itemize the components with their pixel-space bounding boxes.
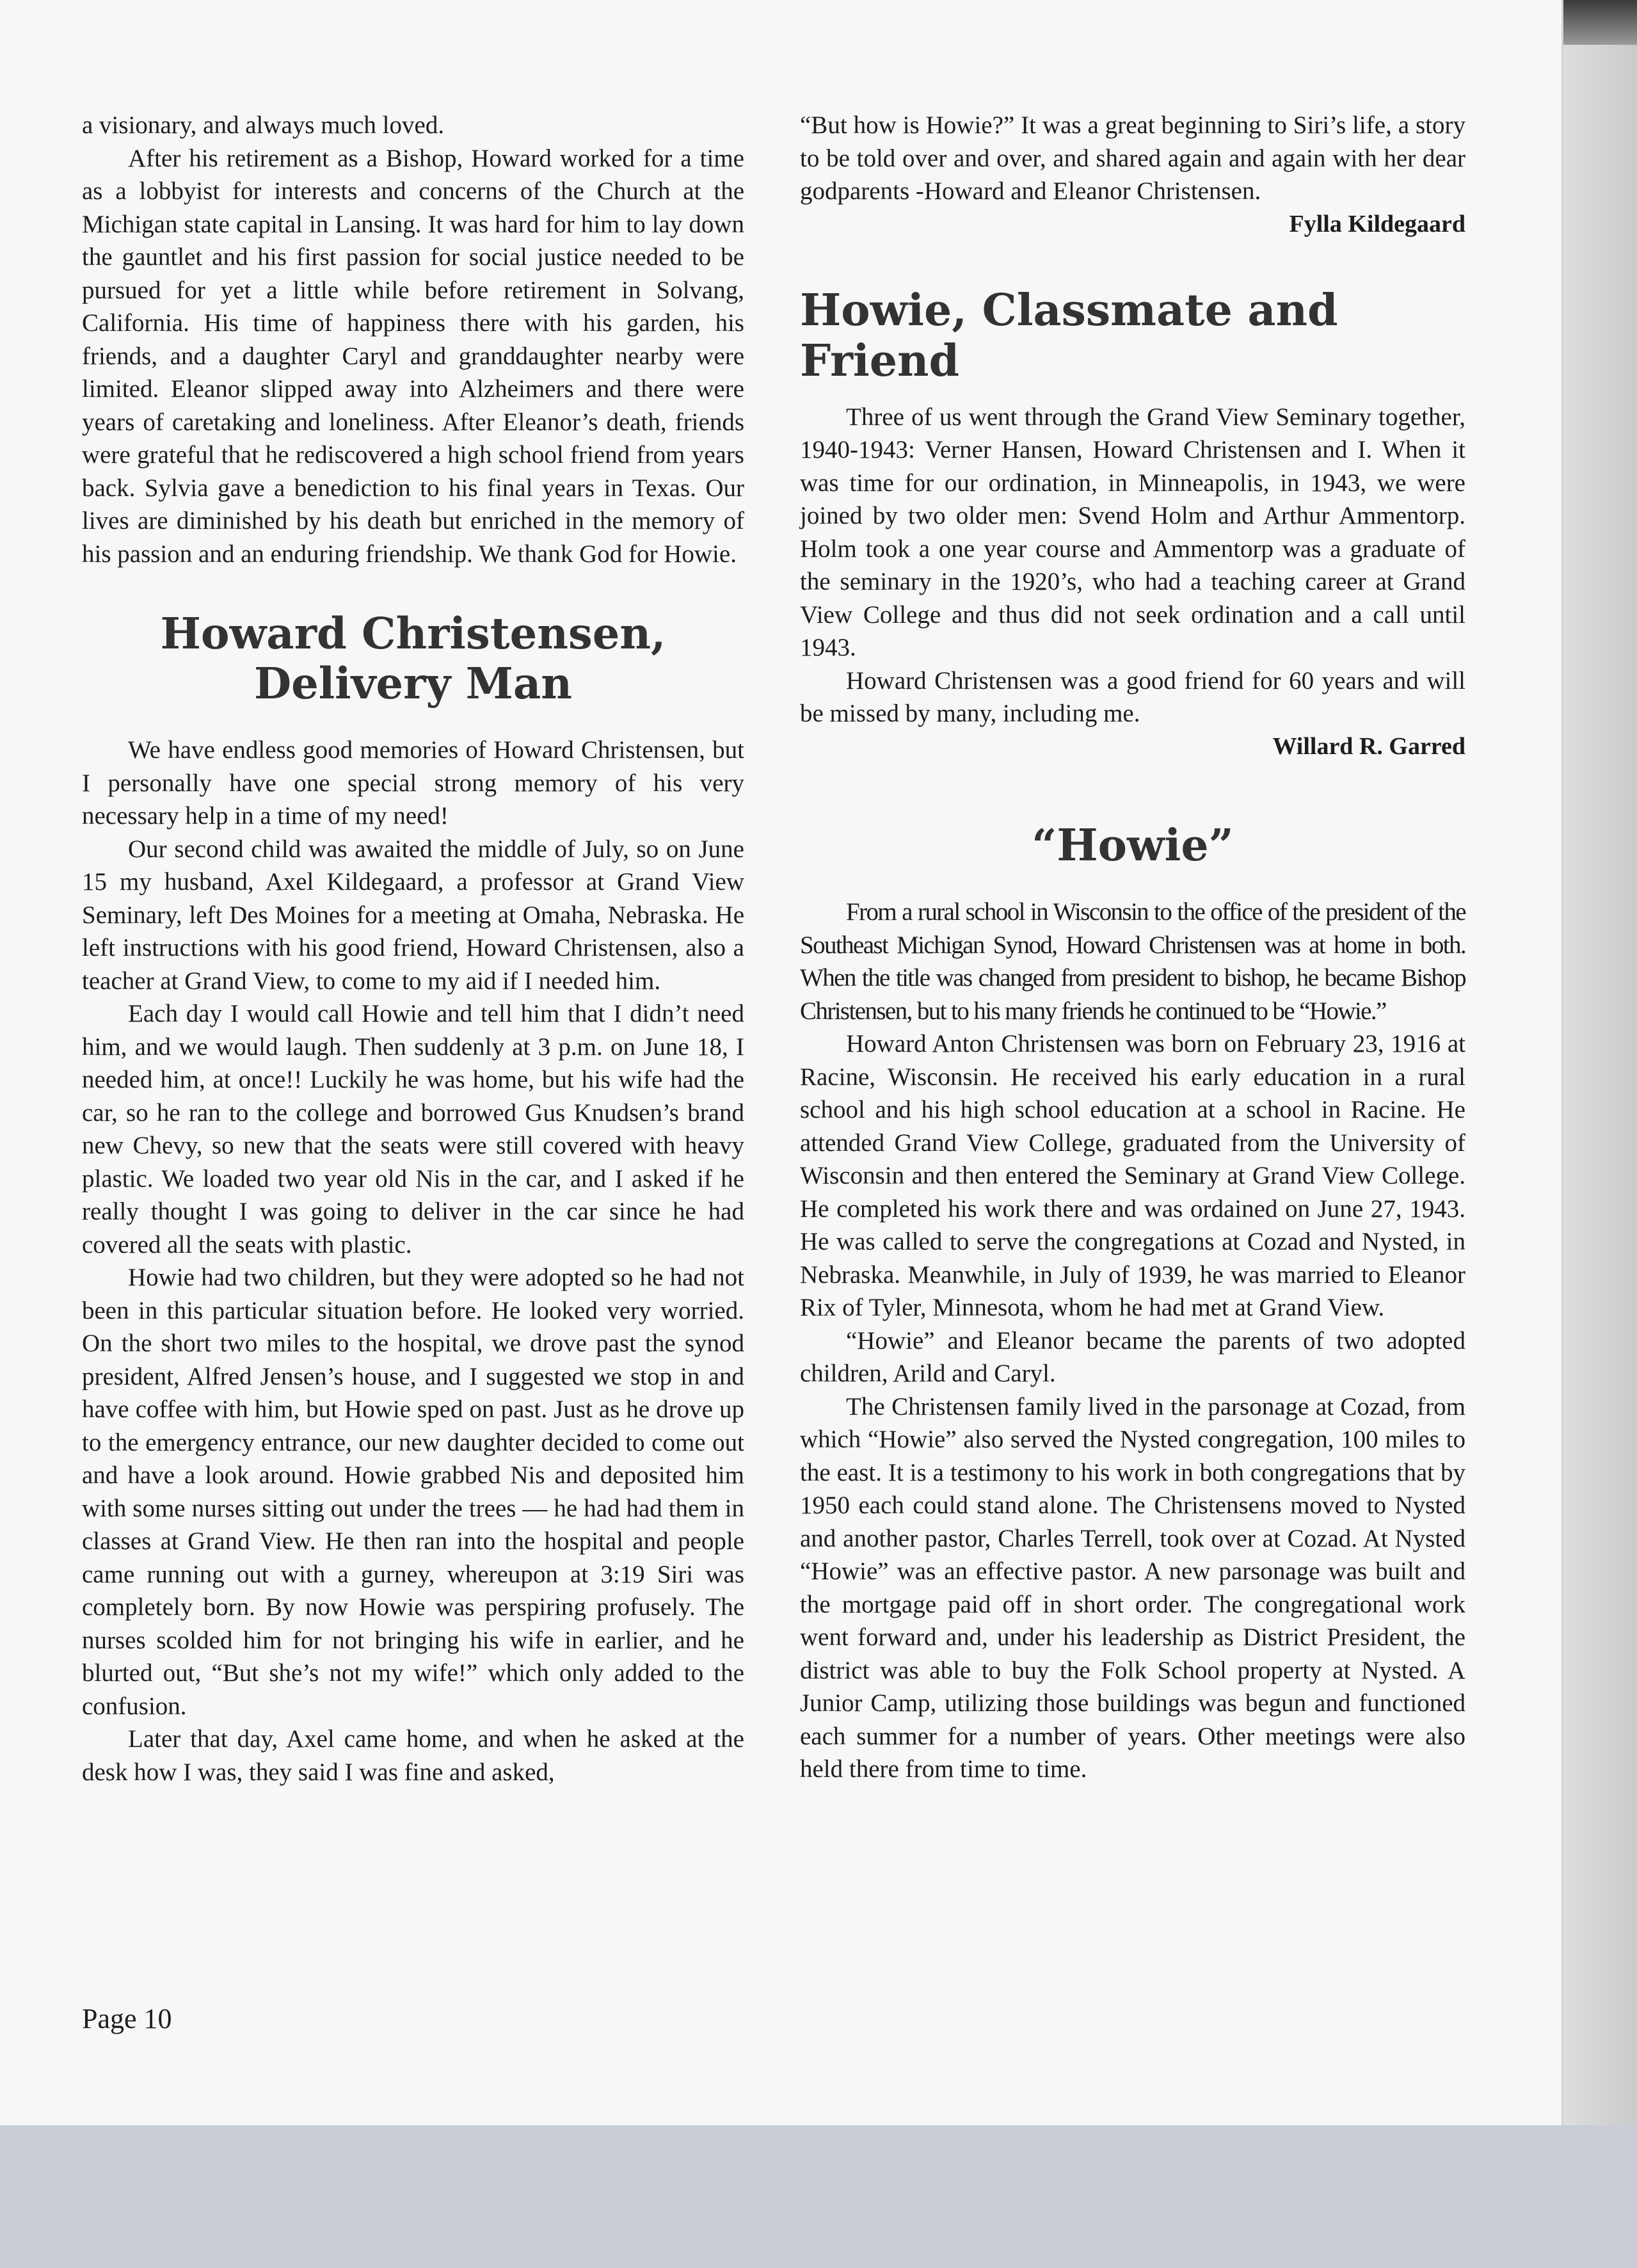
- howie-paragraph-4: The Christensen family lived in the parsonage at Cozad, from which “Howie” also served the Nysted congregation, 100 miles to the east. It is a testimony to his work in both congregations that by 1950 each could stand alone. The Christensens moved to Nysted and another pastor, Charles Terrell, took over at Cozad. At Nysted “Howie” was an effective pastor. A new parsonage was built and the mortgage paid off in short order. The congregational work went forward and, under his leadership as District President, the district was able to buy the Folk School property at Nysted. A Junior Camp, utilizing those buildings was begun and functioned each summer for a number of years. Other meetings were also held there from time to time.: [800, 1392, 1465, 1783]
- delivery-signature: Fylla Kildegaard: [1289, 210, 1465, 237]
- delivery-paragraph-5: Later that day, Axel came home, and when he asked at the desk how I was, they said I was fine and asked,: [82, 1725, 744, 1786]
- intro-paragraph-2: After his retirement as a Bishop, Howard worked for a time as a lobbyist for interests and concerns of the Church at the Michigan state capital in Lansing. It was hard for him to lay down the gauntlet and his first passion for social justice needed to be pursued for yet a little while before retirement in Solvang, California. His time of happiness there with his garden, his friends, and a daughter Caryl and granddaughter nearby were limited. Eleanor slipped away into Alzheimers and there were years of caretaking and loneliness. After Eleanor’s death, friends were grateful that he rediscovered a high school friend from years back. Sylvia gave a benediction to his final years in Texas. Our lives are diminished by his death but enriched in the memory of his passion and an enduring friendship. We thank God for Howie.: [82, 144, 744, 568]
- left-column: [82, 109, 744, 1789]
- delivery-paragraph-1: We have endless good memories of Howard Christensen, but I personally have one special strong memory of his very necessary help in a time of my need!: [82, 736, 744, 830]
- delivery-paragraph-4: Howie had two children, but they were adopted so he had not been in this particular situation before. He looked very worried. On the short two miles to the hospital, we drove past the synod president, Alfred Jensen’s house, and I suggested we stop in and have coffee with him, but Howie sped on past. Just as he drove up to the emergency entrance, our new daughter decided to come out and have a look around. Howie grabbed Nis and deposited him with some nurses sitting out under the trees — he had had them in classes at Grand View. He then ran into the hospital and people came running out with a gurney, whereupon at 3:19 Siri was completely born. By now Howie was perspiring profusely. The nurses scolded him for not bringing his wife in earlier, and he blurted out, “But she’s not my wife!” which only added to the confusion.: [82, 1264, 744, 1720]
- classmate-paragraph-1: Three of us went through the Grand View Seminary together, 1940-1943: Verner Hansen, Howard Christensen and I. When it was time for our ordination, in Minneapolis, in 1943, we were joined by two older men: Svend Holm and Arthur Ammentorp. Holm took a one year course and Ammentorp was a graduate of the seminary in the 1920’s, who had a teaching career at Grand View College and thus did not seek ordination and a call until 1943.: [800, 403, 1465, 662]
- delivery-paragraph-3: Each day I would call Howie and tell him that I didn’t need him, and we would laugh. Then suddenly at 3 p.m. on June 18, I needed him, at once!! Luckily he was home, but his wife had the car, so he ran to the college and borrowed Gus Knudsen’s brand new Chevy, so new that the seats were still covered with heavy plastic. We loaded two year old Nis in the car, and I asked if he really thought I was going to deliver in the car since he had covered all the seats with plastic.: [82, 1000, 744, 1259]
- delivery-paragraph-2: Our second child was awaited the middle of July, so on June 15 my husband, Axel Kildegaard, a professor at Grand View Seminary, left Des Moines for a meeting at Omaha, Nebraska. He left instructions with his good friend, Howard Christensen, also a teacher at Grand View, to come to my aid if I needed him.: [82, 835, 744, 995]
- page-number: Page 10: [82, 2003, 172, 2034]
- right-column: [800, 109, 1465, 1786]
- delivery-title-line-2: Delivery Man: [253, 657, 573, 709]
- scanner-edge: [1561, 0, 1637, 45]
- scanner-shadow: [1561, 0, 1637, 2268]
- howie-paragraph-1: From a rural school in Wisconsin to the office of the president of the Southeast Michigan Synod, Howard Christensen was at home in both. When the title was changed from president to bishop, he became Bishop Christensen, but to his many friends he continued to be “Howie.”: [800, 898, 1465, 1025]
- delivery-title-line-1: Howard Christensen,: [160, 608, 666, 659]
- delivery-continued-paragraph: “But how is Howie?” It was a great beginning to Siri’s life, a story to be told over and over, and shared again and again with her dear godparents -Howard and Eleanor Christensen.: [800, 111, 1465, 205]
- classmate-paragraph-2: Howard Christensen was a good friend for 60 years and will be missed by many, including me.: [800, 666, 1465, 728]
- delivery-article-title: [82, 609, 744, 708]
- howie-paragraph-2: Howard Anton Christensen was born on February 23, 1916 at Racine, Wisconsin. He received his early education in a rural school and his high school education at a school in Racine. He attended Grand View College, graduated from the University of Wisconsin and then entered the Seminary at Grand View College. He completed his work there and was ordained on June 27, 1943. He was called to serve the congregations at Cozad and Nysted, in Nebraska. Meanwhile, in July of 1939, he was married to Eleanor Rix of Tyler, Minnesota, whom he had met at Grand View.: [800, 1030, 1465, 1322]
- scanner-bed: [0, 2125, 1637, 2268]
- howie-article-title: “Howie”: [1032, 820, 1234, 872]
- howie-paragraph-3: “Howie” and Eleanor became the parents of two adopted children, Arild and Caryl.: [800, 1326, 1465, 1388]
- classmate-article-title: Howie, Classmate and Friend: [800, 285, 1338, 387]
- intro-paragraph-1: a visionary, and always much loved.: [82, 111, 445, 139]
- classmate-signature: Willard R. Garred: [1272, 732, 1465, 760]
